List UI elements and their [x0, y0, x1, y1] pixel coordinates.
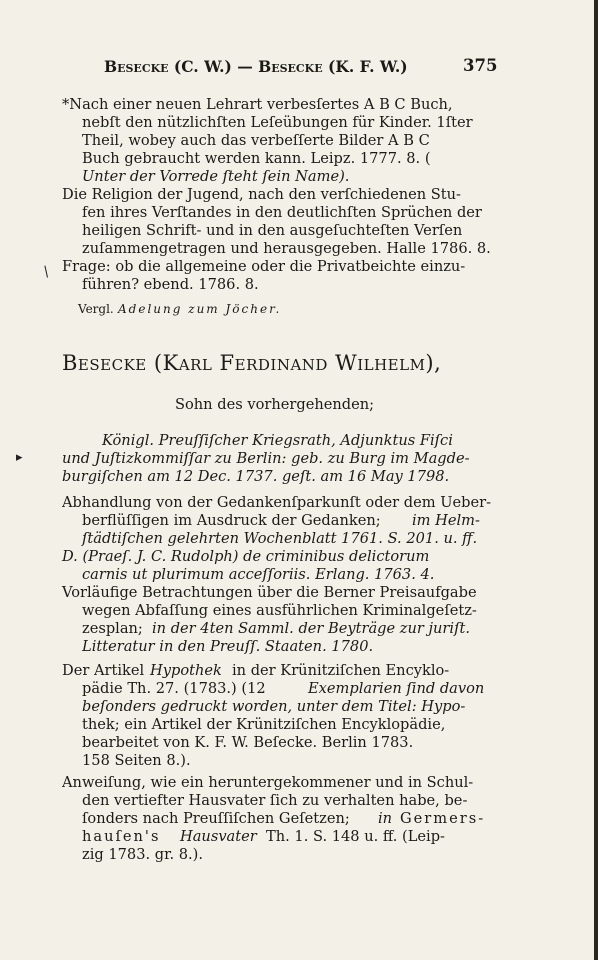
text-line: hauſen's — [82, 828, 161, 845]
text-line: burgiſchen am 12 Dec. 1737. geſt. am 16 May 1798. — [62, 468, 450, 485]
reference-source: Adelung zum Jöcher. — [118, 302, 282, 316]
text-line: den vertiefter Hausvater ſich zu verhalten habe, be- — [82, 792, 468, 809]
text-line: nebſt den nützlichſten Leſeübungen für Kinder. 1ſter — [82, 114, 473, 131]
text-line: führen? ebend. 1786. 8. — [82, 276, 259, 293]
margin-arrow-icon: ▸ — [16, 450, 23, 465]
text-line: Hypothek — [150, 662, 222, 679]
text-line: heiligen Schrift- und in den ausgeſuchteſten Verſen — [82, 222, 463, 239]
text-line: ſonders nach Preuſſiſchen Geſetzen; — [82, 810, 350, 827]
text-line: bearbeitet von K. F. W. Beſecke. Berlin 1783. — [82, 734, 414, 751]
text-line: zig 1783. gr. 8.). — [82, 846, 204, 863]
text-line: in — [378, 810, 393, 827]
text-line: in der Krünitziſchen Encyklo- — [232, 662, 450, 679]
text-line: 158 Seiten 8.). — [82, 752, 191, 769]
text-line: in der 4ten Samml. der Beyträge zur juriſt. — [152, 620, 470, 637]
text-line: und Juſtizkommiſſar zu Berlin: geb. zu Burg im Magde- — [62, 450, 470, 467]
text-line: *Nach einer neuen Lehrart verbesſertes A B C Buch, — [62, 96, 453, 113]
text-line: Buch gebraucht werden kann. Leipz. 1777. 8. ( — [82, 150, 431, 167]
text-line: wegen Abfaſſung eines ausführlichen Kriminalgeſetz- — [82, 602, 477, 619]
text-line: zesplan; — [82, 620, 143, 637]
text-line: D. (Praeſ. J. C. Rudolph) de criminibus delictorum — [62, 548, 430, 565]
text-line: berflüſſigen im Ausdruck der Gedanken; — [82, 512, 381, 529]
entry-subheading: Sohn des vorhergehenden; — [175, 396, 375, 413]
running-header: Besecke (C. W.) — Besecke (K. F. W.) — [104, 57, 408, 76]
text-line: Vorläufige Betrachtungen über die Berner Preisaufgabe — [62, 584, 477, 601]
text-line: carnis ut plurimum acceſſoriis. Erlang. 1763. 4. — [82, 566, 435, 583]
text-line: Königl. Preuſſiſcher Kriegsrath, Adjunktus Fiſci — [102, 432, 453, 449]
text-line: ſtädtiſchen gelehrten Wochenblatt 1761. S. 201. u. ff. — [82, 530, 478, 547]
reference-label: Vergl. — [78, 302, 114, 316]
text-line: fen ihres Verſtandes in den deutlichſten Sprüchen der — [82, 204, 482, 221]
entry-heading: Besecke (Karl Ferdinand Wilhelm), — [62, 351, 442, 375]
text-line: zuſammengetragen und herausgegeben. Halle 1786. 8. — [82, 240, 491, 257]
text-line: Unter der Vorrede ſteht ſein Name). — [82, 168, 350, 185]
text-line: Th. 1. S. 148 u. ff. (Leip- — [266, 828, 445, 845]
text-line: beſonders gedruckt worden, unter dem Titel: Hypo- — [82, 698, 466, 715]
text-line: im Helm- — [412, 512, 480, 529]
text-line: Die Religion der Jugend, nach den verſchiedenen Stu- — [62, 186, 461, 203]
text-line: Anweiſung, wie ein heruntergekommener und in Schul- — [62, 774, 474, 791]
text-line: thek; ein Artikel der Krünitziſchen Encyklopädie, — [82, 716, 446, 733]
page-number: 375 — [463, 56, 498, 75]
text-line: Exemplarien ſind davon — [308, 680, 485, 697]
text-line: Hausvater — [180, 828, 257, 845]
margin-mark: / — [40, 263, 53, 281]
text-line: pädie Th. 27. (1783.) (12 — [82, 680, 266, 697]
page-edge — [594, 0, 598, 960]
text-line: Der Artikel — [62, 662, 145, 679]
text-line: Germers- — [400, 810, 486, 827]
text-line: Frage: ob die allgemeine oder die Privatbeichte einzu- — [62, 258, 466, 275]
text-line: Litteratur in den Preuſſ. Staaten. 1780. — [82, 638, 374, 655]
text-line: Theil, wobey auch das verbeſſerte Bilder A B C — [82, 132, 430, 149]
text-line: Abhandlung von der Gedankenſparkunſt oder dem Ueber- — [62, 494, 492, 511]
